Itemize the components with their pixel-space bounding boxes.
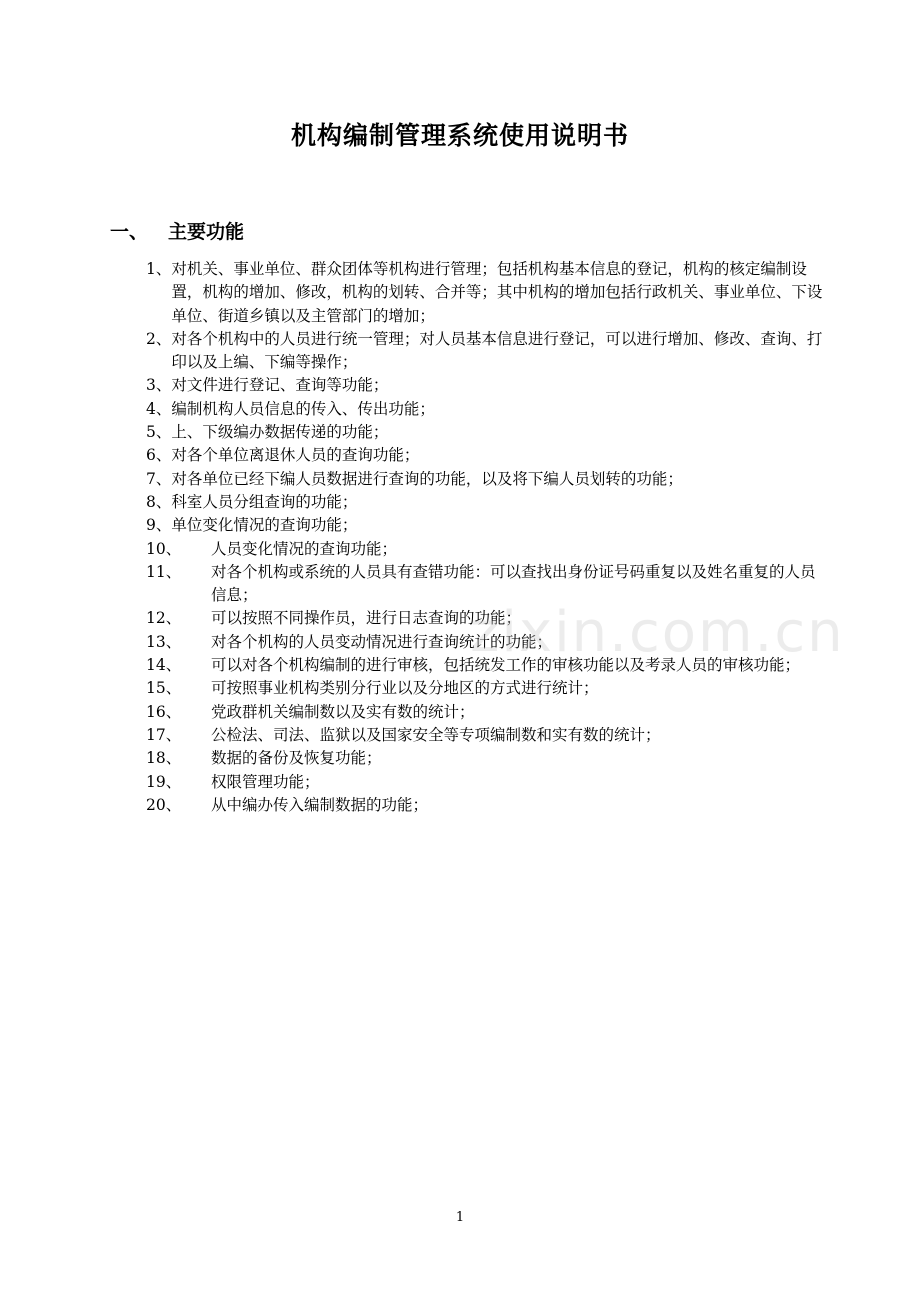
- list-item: [146, 258, 826, 328]
- list-item: [146, 444, 826, 467]
- list-item-number: 3、: [146, 376, 172, 395]
- list-item-text: 对各个单位离退休人员的查询功能；: [171, 446, 420, 465]
- list-item-text: 可以对各个机构编制的进行审核，包括统发工作的审核功能以及考录人员的审核功能；: [211, 656, 801, 675]
- list-item-number: 20、: [146, 795, 182, 814]
- list-item-number: 5、: [146, 423, 172, 442]
- list-item: [146, 701, 826, 724]
- list-item-number: 19、: [146, 772, 182, 791]
- list-item-number: 2、: [146, 329, 172, 348]
- list-item-number: 17、: [146, 725, 182, 744]
- list-item-text: 权限管理功能；: [211, 772, 320, 791]
- list-item-text: 对机关、事业单位、群众团体等机构进行管理；包括机构基本信息的登记，机构的核定编制设置，机构的增加、修改，机构的划转、合并等；其中机构的增加包括行政机关、事业单位、下设单位、街道乡镇以及主管部门的增加；: [171, 260, 823, 325]
- list-item-text: 对文件进行登记、查询等功能；: [171, 376, 389, 395]
- watermark: zixin.com.cn: [470, 600, 845, 665]
- list-item-text: 可以按照不同操作员，进行日志查询的功能；: [211, 609, 522, 628]
- list-item-text: 上、下级编办数据传递的功能；: [171, 423, 389, 442]
- section-number: 一、: [110, 221, 149, 243]
- list-item-number: 11、: [146, 562, 182, 581]
- list-item: [146, 771, 826, 794]
- list-item-text: 公检法、司法、监狱以及国家安全等专项编制数和实有数的统计；: [211, 725, 661, 744]
- list-item-number: 18、: [146, 749, 182, 768]
- list-item-text: 从中编办传入编制数据的功能；: [211, 795, 429, 814]
- list-item-number: 9、: [146, 516, 172, 535]
- list-item-text: 编制机构人员信息的传入、传出功能；: [171, 399, 435, 418]
- feature-list: [146, 258, 826, 817]
- list-item-number: 13、: [146, 632, 182, 651]
- list-item: [146, 747, 826, 770]
- list-item: [146, 677, 826, 700]
- list-item-number: 10、: [146, 539, 182, 558]
- list-item: [146, 398, 826, 421]
- list-item-text: 党政群机关编制数以及实有数的统计；: [211, 702, 475, 721]
- list-item-text: 对各个机构中的人员进行统一管理；对人员基本信息进行登记，可以进行增加、修改、查询、打印以及上编、下编等操作；: [171, 329, 823, 372]
- list-item-number: 15、: [146, 679, 182, 698]
- list-item: [146, 794, 826, 817]
- list-item-number: 14、: [146, 656, 182, 675]
- list-item: [146, 468, 826, 491]
- list-item-number: 4、: [146, 399, 172, 418]
- list-item-text: 对各个机构或系统的人员具有查错功能：可以查找出身份证号码重复以及姓名重复的人员信息；: [211, 562, 816, 605]
- list-item-text: 对各个机构的人员变动情况进行查询统计的功能；: [211, 632, 553, 651]
- list-item-number: 8、: [146, 492, 172, 511]
- list-item-number: 12、: [146, 609, 182, 628]
- list-item: [146, 374, 826, 397]
- list-item-text: 科室人员分组查询的功能；: [171, 492, 358, 511]
- list-item: [146, 328, 826, 375]
- page-title: 机构编制管理系统使用说明书: [290, 121, 629, 150]
- list-item: [146, 491, 826, 514]
- list-item-number: 1、: [146, 260, 172, 278]
- list-item-number: 16、: [146, 702, 182, 721]
- list-item: [146, 724, 826, 747]
- list-item-text: 对各单位已经下编人员数据进行查询的功能，以及将下编人员划转的功能；: [171, 469, 683, 488]
- list-item-text: 人员变化情况的查询功能；: [211, 539, 398, 558]
- section-heading: [110, 216, 244, 248]
- section-heading-text: 主要功能: [168, 221, 245, 243]
- page-number: 1: [455, 1210, 465, 1225]
- list-item: [146, 514, 826, 537]
- list-item: [146, 538, 826, 561]
- list-item: [146, 421, 826, 444]
- list-item-number: 6、: [146, 446, 172, 465]
- list-item-text: 可按照事业机构类别分行业以及分地区的方式进行统计；: [211, 679, 599, 698]
- list-item-number: 7、: [146, 469, 172, 488]
- list-item-text: 单位变化情况的查询功能；: [171, 516, 358, 535]
- list-item-text: 数据的备份及恢复功能；: [211, 749, 382, 768]
